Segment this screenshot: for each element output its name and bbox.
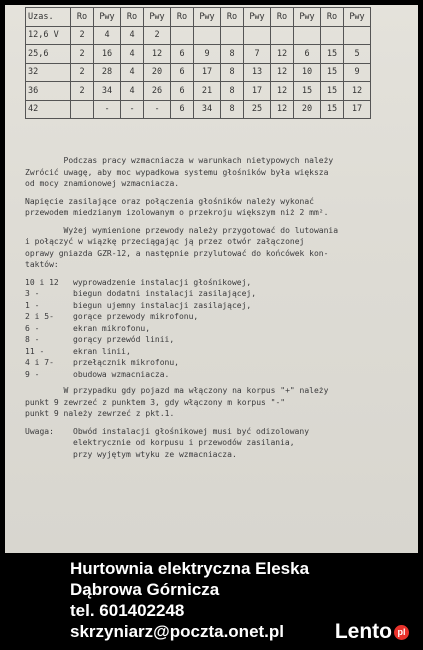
pin-number: 10 i 12	[25, 277, 59, 287]
table-cell: 2	[144, 26, 171, 45]
table-header-cell: Ro	[321, 8, 344, 27]
table-cell: 12	[271, 100, 294, 119]
table-header-cell: Ro	[171, 8, 194, 27]
table-cell: 7	[244, 45, 271, 64]
table-cell: 6	[171, 82, 194, 101]
table-header-cell: Pwy	[344, 8, 371, 27]
table-header-row	[26, 8, 371, 27]
table-cell: 17	[194, 63, 221, 82]
table-cell: 15	[321, 100, 344, 119]
table-header-cell: Pwy	[94, 8, 121, 27]
table-header-cell: Ro	[71, 8, 94, 27]
table-header-cell: Uzas.	[26, 8, 71, 27]
table-cell: 42	[26, 100, 71, 119]
table-cell: 12	[271, 45, 294, 64]
table-cell: 12	[144, 45, 171, 64]
table-cell: 36	[26, 82, 71, 101]
table-cell: 20	[294, 100, 321, 119]
pin-description: gorący przewód linii,	[73, 335, 175, 344]
pin-row	[25, 300, 410, 312]
pin-description: gorące przewody mikrofonu,	[73, 312, 199, 321]
warning-label: Uwaga:	[25, 426, 54, 436]
lento-wordmark: Lento	[334, 620, 392, 643]
table-row	[26, 100, 371, 119]
table-header-cell: Pwy	[194, 8, 221, 27]
company-email: skrzyniarz@poczta.onet.pl	[70, 622, 285, 641]
pin-number: 1 -	[25, 300, 40, 310]
pin-number: 2 i 5-	[25, 312, 54, 321]
lento-badge-icon: pl	[394, 625, 409, 640]
pin-number: 8 -	[25, 335, 40, 344]
table-cell: 25,6	[26, 45, 71, 64]
table-cell: 12	[271, 63, 294, 82]
pin-description: biegun ujemny instalacji zasilającej,	[73, 300, 252, 310]
company-name: Hurtownia elektryczna Eleska	[70, 559, 310, 578]
table-cell: 15	[321, 45, 344, 64]
table-cell: 17	[244, 82, 271, 101]
table-cell	[221, 26, 244, 45]
table-cell: 15	[321, 63, 344, 82]
table-cell	[321, 26, 344, 45]
table-cell: 2	[71, 82, 94, 101]
table-cell: 4	[121, 26, 144, 45]
pin-description: ekran mikrofonu,	[73, 323, 151, 333]
speaker-spec-table	[25, 7, 371, 119]
pin-row	[25, 323, 410, 335]
table-cell	[194, 26, 221, 45]
table-cell: 6	[171, 45, 194, 64]
table-cell: 9	[194, 45, 221, 64]
table-cell: 8	[221, 63, 244, 82]
company-city: Dąbrowa Górnicza	[70, 580, 220, 599]
table-header-cell: Pwy	[144, 8, 171, 27]
scanned-document	[5, 5, 418, 553]
table-cell: 15	[294, 82, 321, 101]
table-cell: 32	[26, 63, 71, 82]
table-cell: 26	[144, 82, 171, 101]
table-row	[26, 63, 371, 82]
table-header-cell: Ro	[221, 8, 244, 27]
table-cell	[244, 26, 271, 45]
table-row	[26, 82, 371, 101]
table-cell	[171, 26, 194, 45]
table-cell: 10	[294, 63, 321, 82]
warning-note	[25, 426, 410, 467]
table-cell: 12,6 V	[26, 26, 71, 45]
table-header-cell: Pwy	[244, 8, 271, 27]
pin-description: wyprowadzenie instalacji głośnikowej,	[73, 277, 252, 287]
pin-row	[25, 288, 410, 300]
table-cell	[271, 26, 294, 45]
table-cell: 5	[344, 45, 371, 64]
table-header-cell: Ro	[121, 8, 144, 27]
company-phone: tel. 601402248	[70, 601, 185, 620]
table-cell: 4	[121, 82, 144, 101]
table-cell: 8	[221, 100, 244, 119]
table-cell: 21	[194, 82, 221, 101]
pin-list	[25, 277, 410, 381]
table-header-cell: Ro	[271, 8, 294, 27]
pin-row	[25, 369, 410, 381]
table-header-cell: Pwy	[294, 8, 321, 27]
table-cell: 12	[344, 82, 371, 101]
pin-row	[25, 346, 410, 358]
table-cell: 16	[94, 45, 121, 64]
table-cell: 34	[94, 82, 121, 101]
pin-row	[25, 357, 410, 369]
pin-number: 3 -	[25, 289, 40, 298]
table-row	[26, 26, 371, 45]
paragraph-soldering-note: Wyżej wymienione przewody należy przygotować do lutowania i połączyć w wiązkę przeciągając ją przez otwór załączonej oprawy gniazda GZR-12, a następnie przylutować do końcówek kon- taktów:	[25, 225, 339, 269]
pin-description: przełącznik mikrofonu,	[73, 358, 179, 367]
table-cell	[344, 26, 371, 45]
table-cell: 13	[244, 63, 271, 82]
table-cell: 6	[294, 45, 321, 64]
table-cell	[294, 26, 321, 45]
paragraph-power-note: Podczas pracy wzmacniacza w warunkach nietypowych należy Zwrócić uwagę, aby moc wypadkowa systemu głośników była większa od mocy znamionowej wzmacniacza.	[25, 156, 334, 188]
pin-row	[25, 334, 410, 346]
pin-number: 4 i 7-	[25, 358, 54, 367]
table-cell: 6	[171, 63, 194, 82]
table-cell: 20	[144, 63, 171, 82]
pin-number: 6 -	[25, 323, 40, 333]
table-cell: 4	[121, 63, 144, 82]
table-cell: 34	[194, 100, 221, 119]
table-cell: 6	[171, 100, 194, 119]
document-body	[25, 155, 410, 466]
table-cell: 25	[244, 100, 271, 119]
table-cell: 9	[344, 63, 371, 82]
table-cell: -	[144, 100, 171, 119]
table-cell: 17	[344, 100, 371, 119]
table-cell: -	[121, 100, 144, 119]
lento-watermark	[335, 620, 409, 644]
table-cell: 28	[94, 63, 121, 82]
table-row	[26, 45, 371, 64]
table-cell: 2	[71, 26, 94, 45]
paragraph-polarity-note: W przypadku gdy pojazd ma włączony na korpus "+" należy punkt 9 zewrzeć z punktem 3, gdy włączony m korpus "-" punkt 9 należy zewrzeć z pkt.1.	[25, 386, 329, 418]
warning-text: Obwód instalacji głośnikowej musi być odizolowany elektrycznie od korpusu i przewodów zasilania, przy wyjętym wtyku ze wzmacniacza.	[73, 426, 310, 459]
table-cell: 4	[121, 45, 144, 64]
pin-row	[25, 311, 410, 323]
paragraph-wiring-note: Napięcie zasilające oraz połączenia głośników należy wykonać przewodem miedzianym izolowanym o przekroju większym niż 2 mm².	[25, 196, 329, 217]
table-cell: 2	[71, 63, 94, 82]
pin-number: 9 -	[25, 369, 40, 379]
pin-description: obudowa wzmacniacza.	[73, 369, 170, 379]
table-cell: 8	[221, 45, 244, 64]
table-cell: 15	[321, 82, 344, 101]
seller-footer	[0, 553, 423, 650]
table-cell	[71, 100, 94, 119]
pin-description: biegun dodatni instalacji zasilającej,	[73, 289, 257, 298]
table-cell: 12	[271, 82, 294, 101]
table-cell: 2	[71, 45, 94, 64]
pin-number: 11 -	[25, 346, 45, 356]
pin-description: ekran linii,	[73, 346, 131, 356]
table-cell: -	[94, 100, 121, 119]
table-cell: 8	[221, 82, 244, 101]
table-cell: 4	[94, 26, 121, 45]
pin-row	[25, 277, 410, 289]
